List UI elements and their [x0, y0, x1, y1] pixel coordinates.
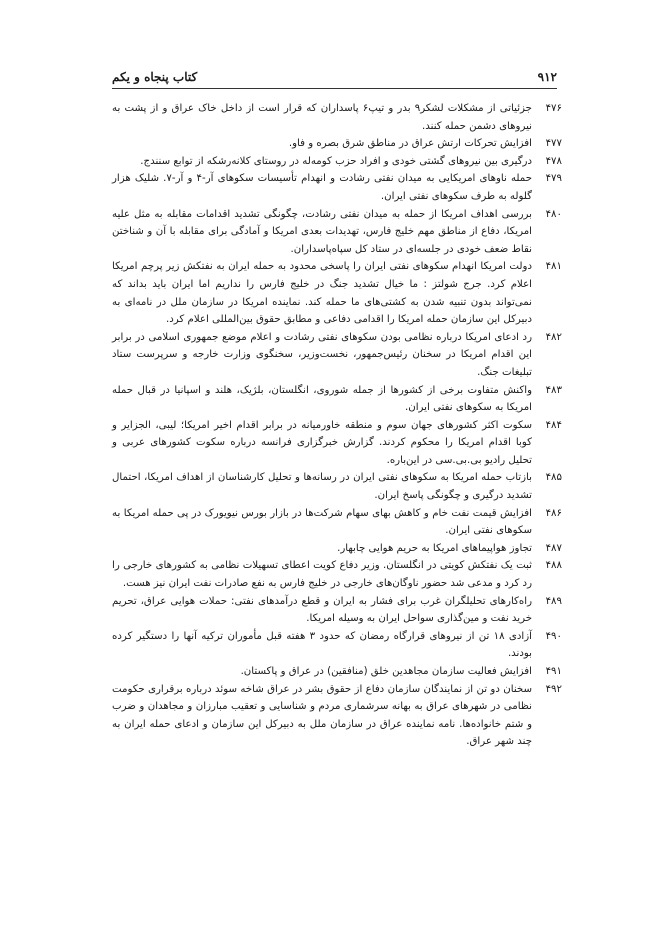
entry-text: راه‌کارهای تحلیلگران غرب برای فشار به ایران و قطع درآمدهای نفتی: حملات هوایی عراق، تحریم خرید نفت و مین‌گذاری سواحل ایران به وسیله امریکا.	[112, 595, 532, 625]
list-item	[112, 170, 562, 205]
entry-text: ثبت یک نفتکش کویتی در انگلستان. وزیر دفاع کویت اعطای تسهیلات نظامی به کشورهای خارجی را رد کرد و مدعی شد حضور ناوگان‌های خارجی در خلیج فارس به نفع صادرات نفت ایران نیز هست.	[112, 560, 532, 590]
entry-number: ۴۷۸	[545, 155, 562, 167]
list-item	[112, 505, 562, 540]
entry-text: حمله ناوهای امریکایی به میدان نفتی رشادت و انهدام تأسیسات سکوهای آر-۴ و آر-۷. شلیک هزار گلوله به طرف سکوهای نفتی ایران.	[112, 173, 532, 202]
list-item	[112, 100, 562, 135]
entry-text: واکنش متفاوت برخی از کشورها از جمله شوروی، انگلستان، بلژیک، هلند و اسپانیا در قبال حمله امریکا به سکوهای نفتی ایران.	[112, 384, 532, 414]
entry-number: ۴۸۶	[545, 507, 562, 519]
entry-number: ۴۸۴	[545, 419, 562, 431]
list-item	[112, 663, 562, 681]
entry-number: ۴۸۹	[545, 595, 562, 607]
entry-number: ۴۹۰	[545, 630, 562, 642]
list-item	[112, 382, 562, 417]
list-item	[112, 153, 562, 171]
book-title: کتاب پنجاه و یکم	[112, 70, 198, 84]
list-item	[112, 417, 562, 470]
entry-number: ۴۷۹	[545, 173, 562, 185]
entry-text: افزایش فعالیت سازمان مجاهدین خلق (منافقین) در عراق و پاکستان.	[240, 666, 532, 677]
entry-number: ۴۸۵	[545, 472, 562, 484]
entry-text: افزایش تحرکات ارتش عراق در مناطق شرق بصره و فاو.	[288, 138, 532, 150]
entry-text: بررسی اهداف امریکا از حمله به میدان نفتی رشادت، چگونگی تشدید اقدامات مقابله به مثل علیه امریکا، دفاع از مناطق مهم خلیج فارس، تهدیدات بعدی امریکا و آمادگی برای مقابله با آن و شناختن نقاط ضعف خودی در جلسه‌ای در ستاد کل سپاه‌پاسداران.	[112, 208, 532, 255]
entry-text: رد ادعای امریکا درباره نظامی بودن سکوهای نفتی رشادت و اعلام موضع جمهوری اسلامی در برابر این اقدام امریکا در سخنان رئیس‌جمهور، نخست‌وزیر، سخنگوی وزارت خارجه و سرپرست ستاد تبلیغات جنگ.	[112, 331, 532, 378]
entry-number: ۴۸۸	[545, 560, 562, 572]
entry-text: افزایش قیمت نفت خام و کاهش بهای سهام شرکت‌ها در بازار بورس نیویورک در پی حمله امریکا به سکوهای نفتی ایران.	[112, 507, 532, 537]
list-item	[112, 206, 562, 259]
entry-text: درگیری بین نیروهای گشتی خودی و افراد حزب کومه‌له در روستای کلانه‌رشکه از توابع سنندج.	[140, 155, 532, 167]
list-item	[112, 593, 562, 628]
entry-text: تجاوز هواپیماهای امریکا به حریم هوایی چابهار.	[337, 542, 532, 554]
entry-text: جزئیاتی از مشکلات لشکر۹ بدر و تیپ۶ پاسداران که قرار است از داخل خاک عراق و از پشت به نیروهای دشمن حمله کنند.	[112, 103, 532, 132]
entry-number: ۴۸۲	[545, 331, 562, 343]
entry-number: ۴۸۰	[545, 208, 562, 220]
list-item	[112, 469, 562, 504]
entry-number: ۴۸۱	[545, 261, 562, 273]
list-item	[112, 540, 562, 558]
list-item	[112, 681, 562, 751]
page-number: ۹۱۲	[537, 70, 557, 84]
entry-text: آزادی ۱۸ تن از نیروهای قرارگاه رمضان که حدود ۳ هفته قبل مأموران ترکیه آنها را دستگیر کرده بودند.	[112, 630, 533, 660]
list-item	[112, 135, 562, 153]
list-item	[112, 557, 562, 592]
entry-number: ۴۸۷	[545, 542, 562, 554]
list-item	[112, 258, 562, 328]
entry-number: ۴۹۱	[545, 666, 562, 677]
list-item	[112, 628, 562, 663]
entry-text: بازتاب حمله امریکا به سکوهای نفتی ایران در رسانه‌ها و تحلیل کارشناسان از اهداف امریکا، احتمال تشدید درگیری و چگونگی پاسخ ایران.	[112, 472, 532, 502]
entry-text: سخنان دو تن از نمایندگان سازمان دفاع از حقوق بشر در عراق شاخه سوئد درباره برقراری حکومت نظامی در شهرهای عراق به بهانه سرشماری مردم و شناسایی و تعقیب مبارزان و مجاهدان و ضرب و شتم خانواده‌ها. نامه نماینده عراق در سازمان ملل به دبیرکل این سازمان و ادعای حمله ایران به چند شهر عراق.	[112, 683, 532, 748]
entry-number: ۴۷۶	[545, 103, 562, 114]
chronology-list	[112, 100, 562, 751]
entry-number: ۴۸۳	[545, 384, 562, 396]
entry-number: ۴۷۷	[545, 138, 562, 150]
header-divider	[112, 88, 557, 89]
list-item	[112, 329, 562, 382]
entry-text: دولت امریکا انهدام سکوهای نفتی ایران را پاسخی محدود به حمله ایران به نفتکش زیر پرچم امریکا اعلام کرد. جرج شولتز : ما خیال تشدید جنگ در خلیج فارس را نداریم اما ایران باید بداند که نمی‌تواند بدون تنبیه شدن به کشتی‌های ما حمله کند. نماینده امریکا در سازمان ملل در نامه‌ای به دبیرکل این سازمان حمله امریکا را اقدامی دفاعی و مطابق حقوق بین‌المللی اعلام کرد.	[112, 261, 532, 326]
page-header	[112, 60, 557, 84]
entry-text: سکوت اکثر کشورهای جهان سوم و منطقه خاورمیانه در برابر اقدام اخیر امریکا؛ لیبی، الجزایر و کوبا اقدام امریکا را محکوم کردند. گزارش خبرگزاری فرانسه درباره سکوت کشورهای عربی و تحلیل رادیو بی.بی.سی در این‌باره.	[112, 419, 532, 466]
entry-number: ۴۹۲	[545, 683, 562, 695]
